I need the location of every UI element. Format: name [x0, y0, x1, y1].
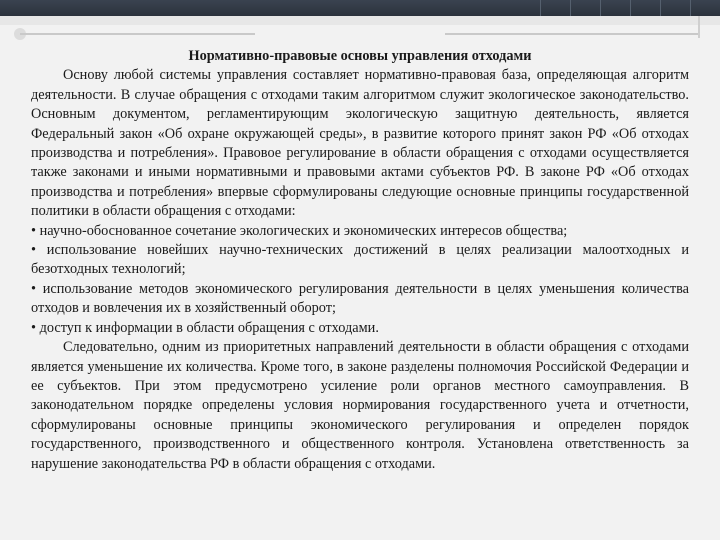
conclusion-paragraph: Следовательно, одним из приоритетных направлений деятельности в области обращения с отходами является уменьшение их количества. Кроме того, в законе разделены полномочия Российской Федерации и ее субъектов. При этом предусмотрено усиление роли органов местного самоуправления. В законодательном порядке определены условия нормирования государственного учета и отчетности, сформулированы основные принципы экономического регулирования и определен порядок государственного, производственного и общественного контроля. Установлена ответственность за нарушение законодательства РФ в области обращения с отходами.	[31, 339, 689, 472]
document-body	[31, 47, 689, 474]
header-segment	[570, 0, 601, 16]
header-segment	[630, 0, 661, 16]
title-rule-right	[445, 33, 700, 35]
principle-item: • использование новейших научно-технических достижений в целях реализации малоотходных и безотходных технологий;	[31, 242, 689, 278]
decorative-corner-line	[698, 16, 700, 38]
principle-item: • доступ к информации в области обращения с отходами.	[31, 319, 379, 336]
intro-paragraph: Основу любой системы управления составляет нормативно-правовая база, определяющая алгоритм деятельности. В случае обращения с отходами таким алгоритмом служит экологическое законодательство. Основным документом, регламентирующим экологическую защитную деятельность, является Федеральный закон «Об охране окружающей среды», в развитие которого принят закон РФ «Об отходах производства и потребления». Правовое регулирование в области обращения с отходами осуществляется также законами и иными нормативными и правовыми актами субъектов РФ. В законе РФ «Об отходах производства и потребления» впервые сформулированы следующие основные принципы государственной политики в области обращения с отходами:	[31, 67, 689, 220]
title-rule-left	[20, 33, 255, 35]
principle-item: • использование методов экономического регулирования деятельности в целях уменьшения количества отходов и вовлечения их в хозяйственный оборот;	[31, 280, 689, 317]
slide-header-bar	[0, 0, 720, 16]
header-segment	[600, 0, 631, 16]
document-title: Нормативно-правовые основы управления отходами	[188, 48, 532, 64]
principle-item: • научно-обоснованное сочетание экологических и экономических интересов общества;	[31, 222, 568, 239]
header-accent-band	[0, 16, 720, 25]
header-segment	[690, 0, 720, 16]
header-segment	[540, 0, 571, 16]
header-segment	[660, 0, 691, 16]
